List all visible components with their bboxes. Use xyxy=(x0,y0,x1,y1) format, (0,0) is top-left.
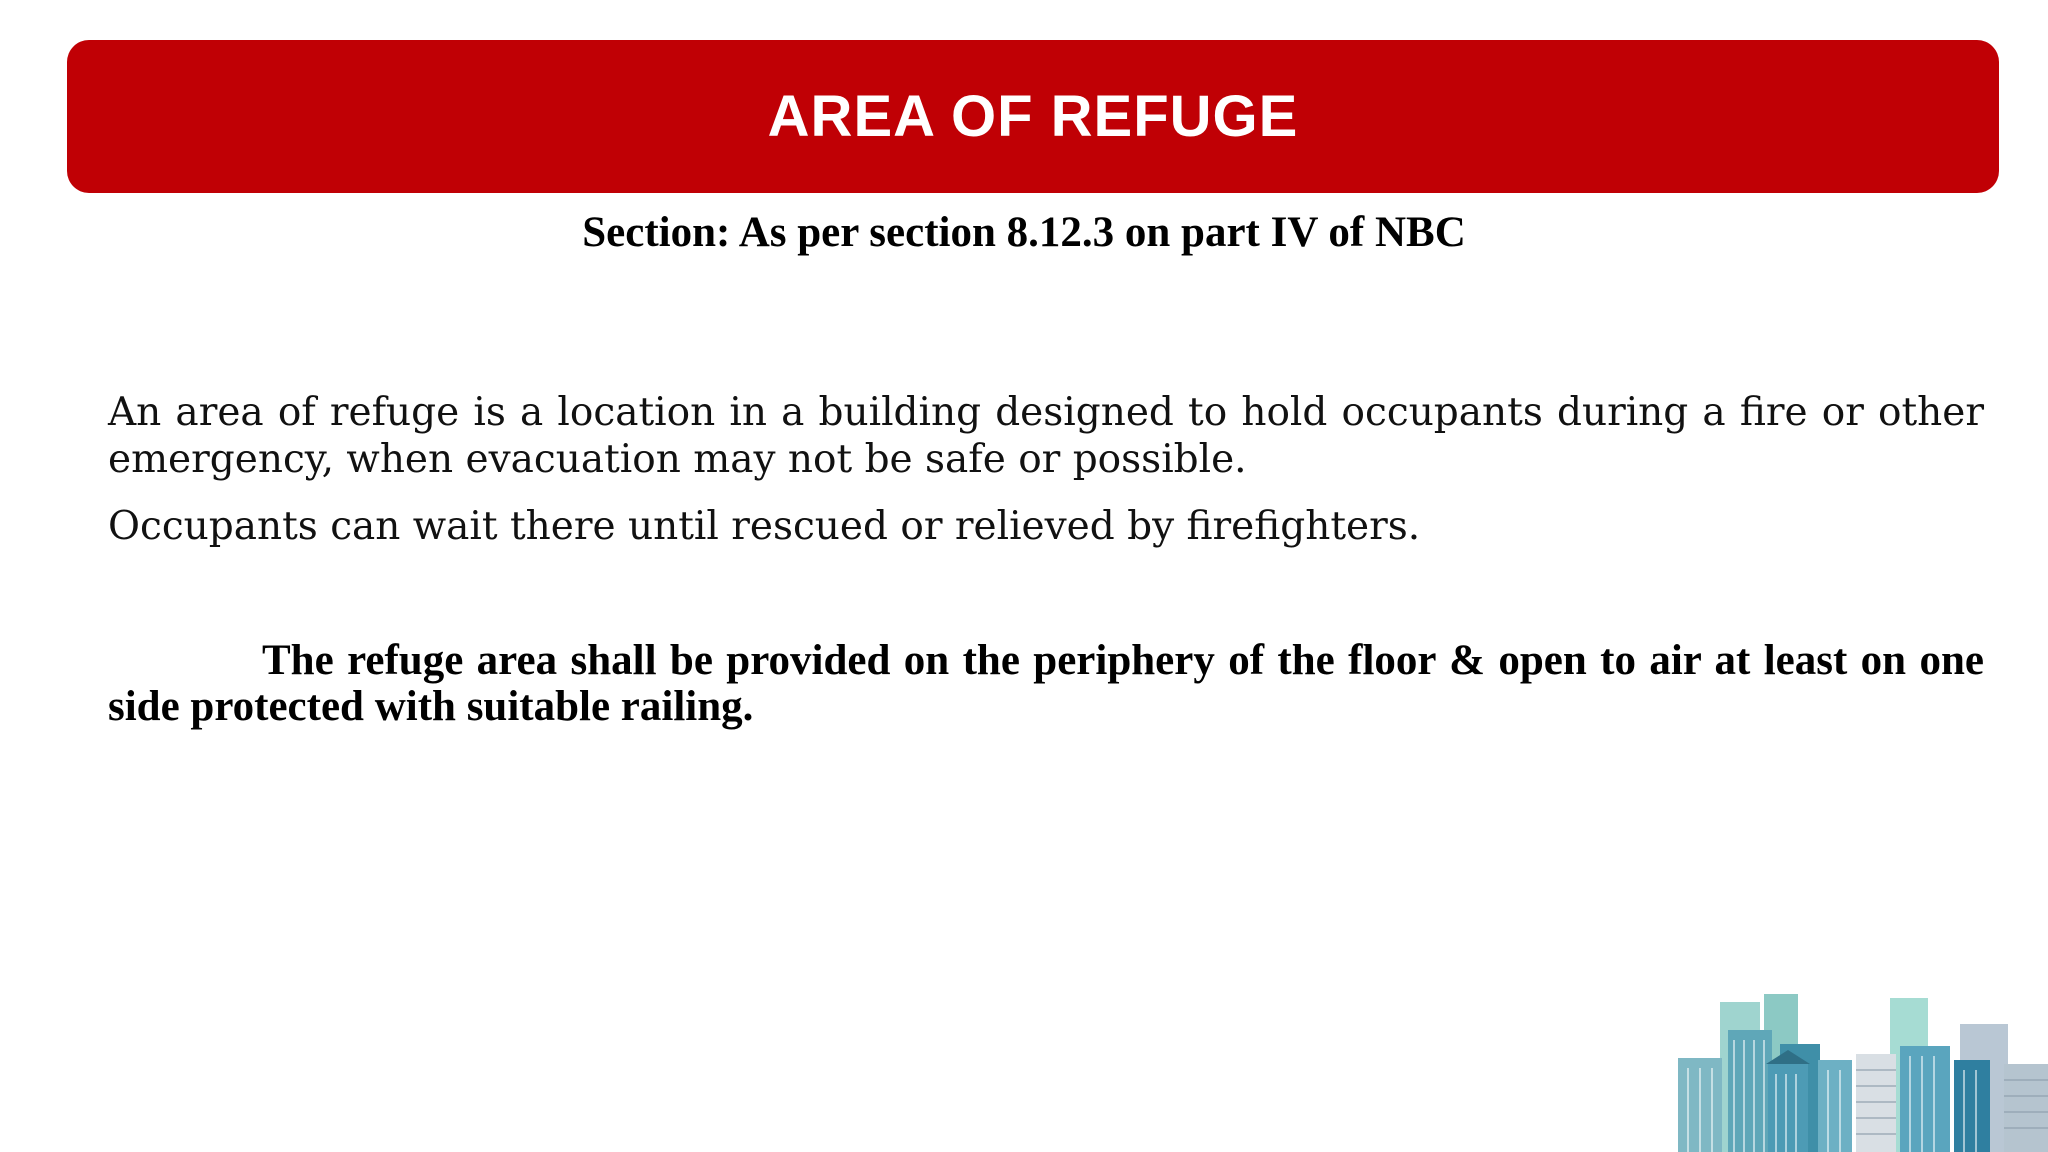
slide-title: AREA OF REFUGE xyxy=(767,84,1299,149)
requirement-paragraph: The refuge area shall be provided on the periphery of the floor & open to air at least on one side protected with suitable railing. xyxy=(108,637,1984,730)
occupants-paragraph: Occupants can wait there until rescued or relieved by firefighters. xyxy=(108,504,1421,549)
definition-paragraph: An area of refuge is a location in a building designed to hold occupants during a fire or other emergency, when evacuation may not be safe or possible. xyxy=(108,390,1984,482)
section-subtitle: Section: As per section 8.12.3 on part IV of NBC xyxy=(582,209,1466,256)
title-banner xyxy=(67,40,1999,193)
city-buildings-icon xyxy=(1668,990,2048,1152)
